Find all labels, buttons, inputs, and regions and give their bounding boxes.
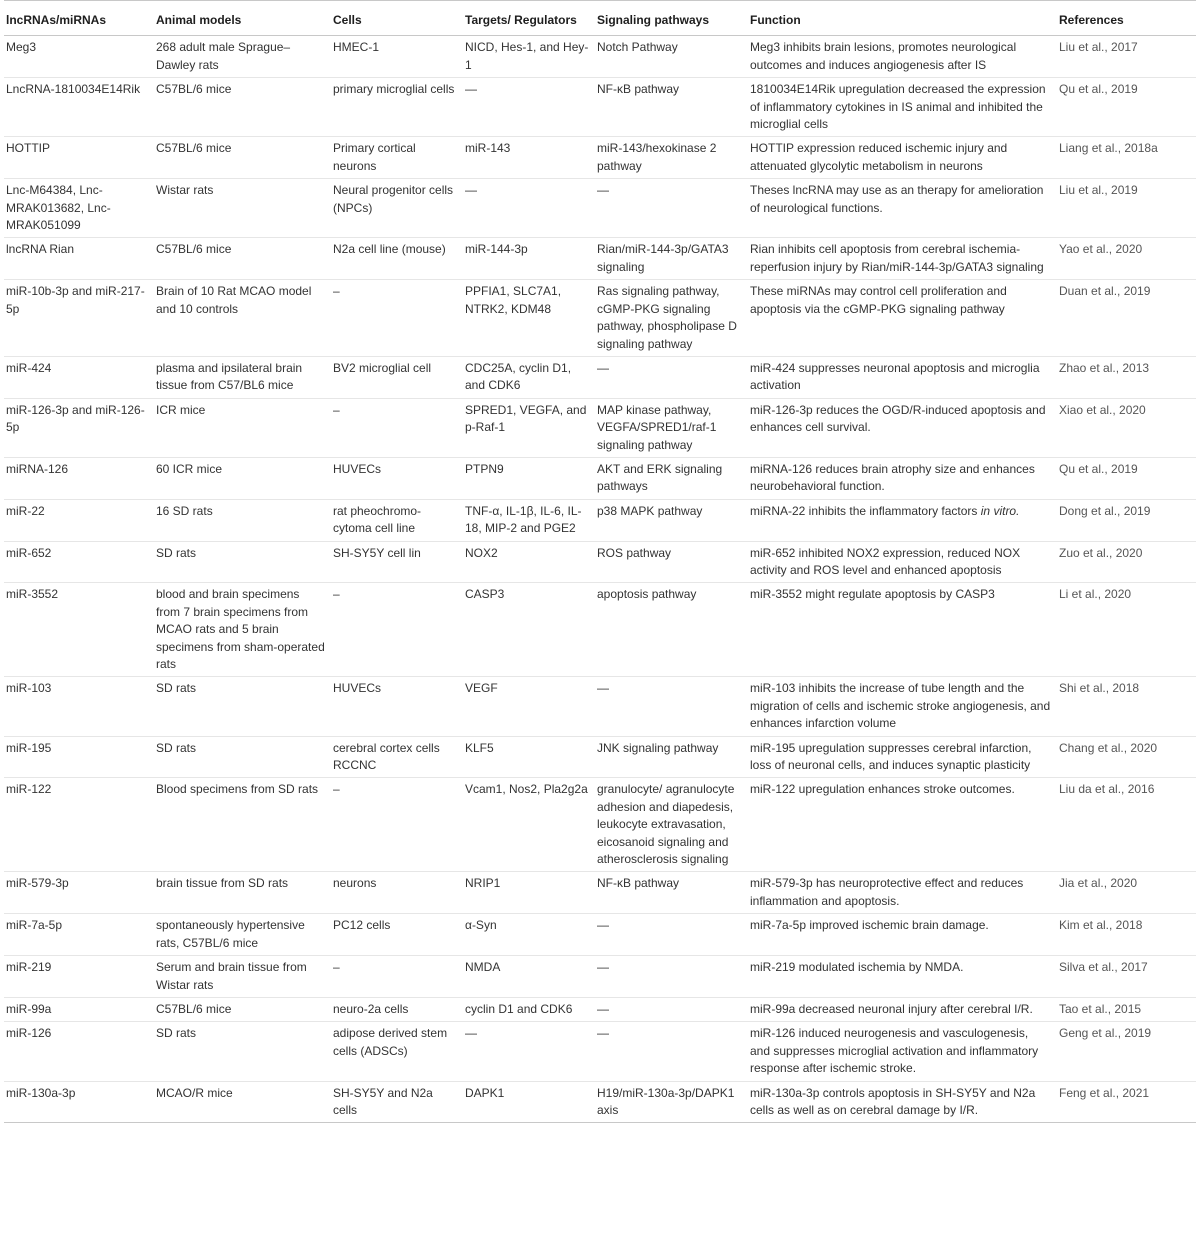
cell-pathway: — [595,179,748,238]
cell-reference: Geng et al., 2019 [1057,1022,1196,1081]
cell-lncrna-mirna: miR-103 [4,677,154,736]
cell-targets: — [463,179,595,238]
table-row [4,872,1196,914]
table-row [4,914,1196,956]
cell-cells: SH-SY5Y and N2a cells [331,1081,463,1123]
cell-animal-model: C57BL/6 mice [154,78,331,137]
table-row [4,238,1196,280]
header-row [4,1,1196,36]
cell-cells: N2a cell line (mouse) [331,238,463,280]
cell-targets: miR-143 [463,137,595,179]
cell-animal-model: ICR mice [154,398,331,457]
cell-cells: rat pheochromo-cytoma cell line [331,499,463,541]
cell-reference: Yao et al., 2020 [1057,238,1196,280]
cell-function: miR-195 upregulation suppresses cerebral infarction, loss of neuronal cells, and induces synaptic plasticity [748,736,1057,778]
cell-cells: Primary cortical neurons [331,137,463,179]
cell-cells: HMEC-1 [331,36,463,78]
cell-cells: SH-SY5Y cell lin [331,541,463,583]
cell-pathway: — [595,677,748,736]
cell-function: miR-7a-5p improved ischemic brain damage. [748,914,1057,956]
cell-pathway: miR-143/hexokinase 2 pathway [595,137,748,179]
cell-animal-model: C57BL/6 mice [154,238,331,280]
cell-targets: CASP3 [463,583,595,677]
cell-pathway: — [595,356,748,398]
cell-cells: BV2 microglial cell [331,356,463,398]
cell-lncrna-mirna: miR-424 [4,356,154,398]
cell-targets: SPRED1, VEGFA, and p-Raf-1 [463,398,595,457]
cell-targets: DAPK1 [463,1081,595,1123]
cell-pathway: — [595,1022,748,1081]
cell-animal-model: SD rats [154,1022,331,1081]
cell-lncrna-mirna: miR-652 [4,541,154,583]
table-row [4,280,1196,357]
cell-function: miR-103 inhibits the increase of tube length and the migration of cells and ischemic stroke angiogenesis, and enhances infarction volume [748,677,1057,736]
header-signaling-pathways: Signaling pathways [595,1,748,36]
cell-animal-model: SD rats [154,677,331,736]
cell-animal-model: SD rats [154,541,331,583]
cell-animal-model: blood and brain specimens from 7 brain specimens from MCAO rats and 5 brain specimens from sham-operated rats [154,583,331,677]
cell-function: miR-424 suppresses neuronal apoptosis and microglia activation [748,356,1057,398]
cell-cells: neurons [331,872,463,914]
cell-cells: – [331,778,463,872]
table-row [4,457,1196,499]
cell-function: miR-122 upregulation enhances stroke outcomes. [748,778,1057,872]
cell-animal-model: Blood specimens from SD rats [154,778,331,872]
cell-targets: NOX2 [463,541,595,583]
header-references: References [1057,1,1196,36]
cell-function: miR-126-3p reduces the OGD/R-induced apoptosis and enhances cell survival. [748,398,1057,457]
cell-function: miR-126 induced neurogenesis and vasculogenesis, and suppresses microglial activation and inflammatory response after ischemic stroke. [748,1022,1057,1081]
cell-lncrna-mirna: miR-7a-5p [4,914,154,956]
cell-targets: PPFIA1, SLC7A1, NTRK2, KDM48 [463,280,595,357]
table-row [4,541,1196,583]
cell-animal-model: Serum and brain tissue from Wistar rats [154,956,331,998]
cell-pathway: JNK signaling pathway [595,736,748,778]
cell-lncrna-mirna: miR-99a [4,997,154,1021]
cell-lncrna-mirna: miRNA-126 [4,457,154,499]
cell-reference: Chang et al., 2020 [1057,736,1196,778]
cell-pathway: granulocyte/ agranulocyte adhesion and diapedesis, leukocyte extravasation, eicosanoid signaling and atherosclerosis signaling [595,778,748,872]
cell-animal-model: C57BL/6 mice [154,997,331,1021]
header-function: Function [748,1,1057,36]
cell-cells: – [331,583,463,677]
cell-cells: – [331,956,463,998]
cell-function: miR-99a decreased neuronal injury after cerebral I/R. [748,997,1057,1021]
cell-function: These miRNAs may control cell proliferation and apoptosis via the cGMP-PKG signaling pathway [748,280,1057,357]
cell-function: miR-3552 might regulate apoptosis by CASP3 [748,583,1057,677]
cell-lncrna-mirna: miR-122 [4,778,154,872]
cell-function [748,499,1057,541]
cell-function: Theses lncRNA may use as an therapy for amelioration of neurological functions. [748,179,1057,238]
table-row [4,36,1196,78]
cell-reference: Liu et al., 2017 [1057,36,1196,78]
table-row [4,778,1196,872]
cell-targets: cyclin D1 and CDK6 [463,997,595,1021]
cell-reference: Qu et al., 2019 [1057,457,1196,499]
table-row [4,583,1196,677]
cell-targets: CDC25A, cyclin D1, and CDK6 [463,356,595,398]
cell-reference: Liu et al., 2019 [1057,179,1196,238]
cell-targets: KLF5 [463,736,595,778]
cell-function: Rian inhibits cell apoptosis from cerebral ischemia-reperfusion injury by Rian/miR-144-3p/GATA3 signaling [748,238,1057,280]
cell-pathway: Rian/miR-144-3p/GATA3 signaling [595,238,748,280]
cell-pathway: MAP kinase pathway, VEGFA/SPRED1/raf-1 signaling pathway [595,398,748,457]
table-row [4,356,1196,398]
function-italic-text: in vitro. [980,503,1020,518]
cell-pathway: ROS pathway [595,541,748,583]
cell-animal-model: brain tissue from SD rats [154,872,331,914]
table-row [4,78,1196,137]
header-animal-models: Animal models [154,1,331,36]
cell-reference: Liang et al., 2018a [1057,137,1196,179]
cell-lncrna-mirna: miR-219 [4,956,154,998]
cell-animal-model: spontaneously hypertensive rats, C57BL/6 mice [154,914,331,956]
cell-pathway: H19/miR-130a-3p/DAPK1 axis [595,1081,748,1123]
cell-lncrna-mirna: lncRNA Rian [4,238,154,280]
cell-reference: Qu et al., 2019 [1057,78,1196,137]
table-header [4,1,1196,36]
table-row [4,1022,1196,1081]
cell-animal-model: MCAO/R mice [154,1081,331,1123]
cell-pathway: — [595,997,748,1021]
cell-lncrna-mirna: miR-126 [4,1022,154,1081]
cell-targets: TNF-α, IL-1β, IL-6, IL-18, MIP-2 and PGE2 [463,499,595,541]
cell-function: Meg3 inhibits brain lesions, promotes neurological outcomes and induces angiogenesis after IS [748,36,1057,78]
cell-lncrna-mirna: miR-195 [4,736,154,778]
table-row [4,677,1196,736]
cell-targets: — [463,78,595,137]
cell-cells: HUVECs [331,457,463,499]
cell-cells: cerebral cortex cells RCCNC [331,736,463,778]
table-row [4,499,1196,541]
cell-reference: Liu da et al., 2016 [1057,778,1196,872]
cell-animal-model: 16 SD rats [154,499,331,541]
lncrna-mirna-table [4,0,1196,1123]
cell-lncrna-mirna: HOTTIP [4,137,154,179]
cell-pathway: apoptosis pathway [595,583,748,677]
cell-cells: – [331,280,463,357]
cell-targets: Vcam1, Nos2, Pla2g2a [463,778,595,872]
cell-pathway: — [595,956,748,998]
cell-pathway: NF-ĸB pathway [595,872,748,914]
cell-animal-model: SD rats [154,736,331,778]
cell-targets: NICD, Hes-1, and Hey-1 [463,36,595,78]
cell-animal-model: C57BL/6 mice [154,137,331,179]
cell-lncrna-mirna: miR-3552 [4,583,154,677]
cell-targets: VEGF [463,677,595,736]
cell-lncrna-mirna: Lnc-M64384, Lnc-MRAK013682, Lnc-MRAK051099 [4,179,154,238]
cell-reference: Jia et al., 2020 [1057,872,1196,914]
cell-cells: PC12 cells [331,914,463,956]
cell-function: miR-652 inhibited NOX2 expression, reduced NOX activity and ROS level and enhanced apoptosis [748,541,1057,583]
cell-pathway: Ras signaling pathway, cGMP-PKG signaling pathway, phospholipase D signaling pathway [595,280,748,357]
cell-cells: – [331,398,463,457]
cell-lncrna-mirna: miR-579-3p [4,872,154,914]
table-row [4,398,1196,457]
cell-targets: PTPN9 [463,457,595,499]
header-lncrnas-mirnas: lncRNAs/miRNAs [4,1,154,36]
cell-pathway: p38 MAPK pathway [595,499,748,541]
cell-targets: NMDA [463,956,595,998]
cell-reference: Feng et al., 2021 [1057,1081,1196,1123]
cell-targets: miR-144-3p [463,238,595,280]
cell-reference: Dong et al., 2019 [1057,499,1196,541]
table-row [4,1081,1196,1123]
cell-reference: Shi et al., 2018 [1057,677,1196,736]
cell-reference: Silva et al., 2017 [1057,956,1196,998]
cell-lncrna-mirna: Meg3 [4,36,154,78]
cell-reference: Li et al., 2020 [1057,583,1196,677]
cell-animal-model: Wistar rats [154,179,331,238]
cell-cells: adipose derived stem cells (ADSCs) [331,1022,463,1081]
function-text: miRNA-22 inhibits the inflammatory factors [750,503,978,518]
cell-function: miR-579-3p has neuroprotective effect and reduces inflammation and apoptosis. [748,872,1057,914]
header-targets-regulators: Targets/ Regulators [463,1,595,36]
cell-animal-model: Brain of 10 Rat MCAO model and 10 controls [154,280,331,357]
cell-reference: Xiao et al., 2020 [1057,398,1196,457]
cell-reference: Zuo et al., 2020 [1057,541,1196,583]
cell-targets: — [463,1022,595,1081]
cell-pathway: — [595,914,748,956]
cell-reference: Kim et al., 2018 [1057,914,1196,956]
cell-lncrna-mirna: miR-10b-3p and miR-217-5p [4,280,154,357]
cell-pathway: AKT and ERK signaling pathways [595,457,748,499]
table-row [4,997,1196,1021]
cell-pathway: NF-κB pathway [595,78,748,137]
cell-lncrna-mirna: LncRNA-1810034E14Rik [4,78,154,137]
cell-animal-model: 268 adult male Sprague–Dawley rats [154,36,331,78]
cell-function: miRNA-126 reduces brain atrophy size and enhances neurobehavioral function. [748,457,1057,499]
cell-function: miR-219 modulated ischemia by NMDA. [748,956,1057,998]
cell-function: HOTTIP expression reduced ischemic injury and attenuated glycolytic metabolism in neurons [748,137,1057,179]
cell-cells: Neural progenitor cells (NPCs) [331,179,463,238]
cell-pathway: Notch Pathway [595,36,748,78]
cell-lncrna-mirna: miR-130a-3p [4,1081,154,1123]
cell-animal-model: 60 ICR mice [154,457,331,499]
table-row [4,179,1196,238]
cell-reference: Tao et al., 2015 [1057,997,1196,1021]
cell-cells: primary microglial cells [331,78,463,137]
table-body [4,36,1196,1123]
cell-cells: HUVECs [331,677,463,736]
cell-targets: NRIP1 [463,872,595,914]
cell-targets: α-Syn [463,914,595,956]
cell-animal-model: plasma and ipsilateral brain tissue from C57/BL6 mice [154,356,331,398]
cell-function: miR-130a-3p controls apoptosis in SH-SY5Y and N2a cells as well as on cerebral damage by I/R. [748,1081,1057,1123]
cell-lncrna-mirna: miR-126-3p and miR-126-5p [4,398,154,457]
header-cells: Cells [331,1,463,36]
cell-function: 1810034E14Rik upregulation decreased the expression of inflammatory cytokines in IS animal and inhibited the microglial cells [748,78,1057,137]
cell-reference: Duan et al., 2019 [1057,280,1196,357]
cell-lncrna-mirna: miR-22 [4,499,154,541]
table-row [4,137,1196,179]
table-row [4,956,1196,998]
table-row [4,736,1196,778]
cell-reference: Zhao et al., 2013 [1057,356,1196,398]
cell-cells: neuro-2a cells [331,997,463,1021]
